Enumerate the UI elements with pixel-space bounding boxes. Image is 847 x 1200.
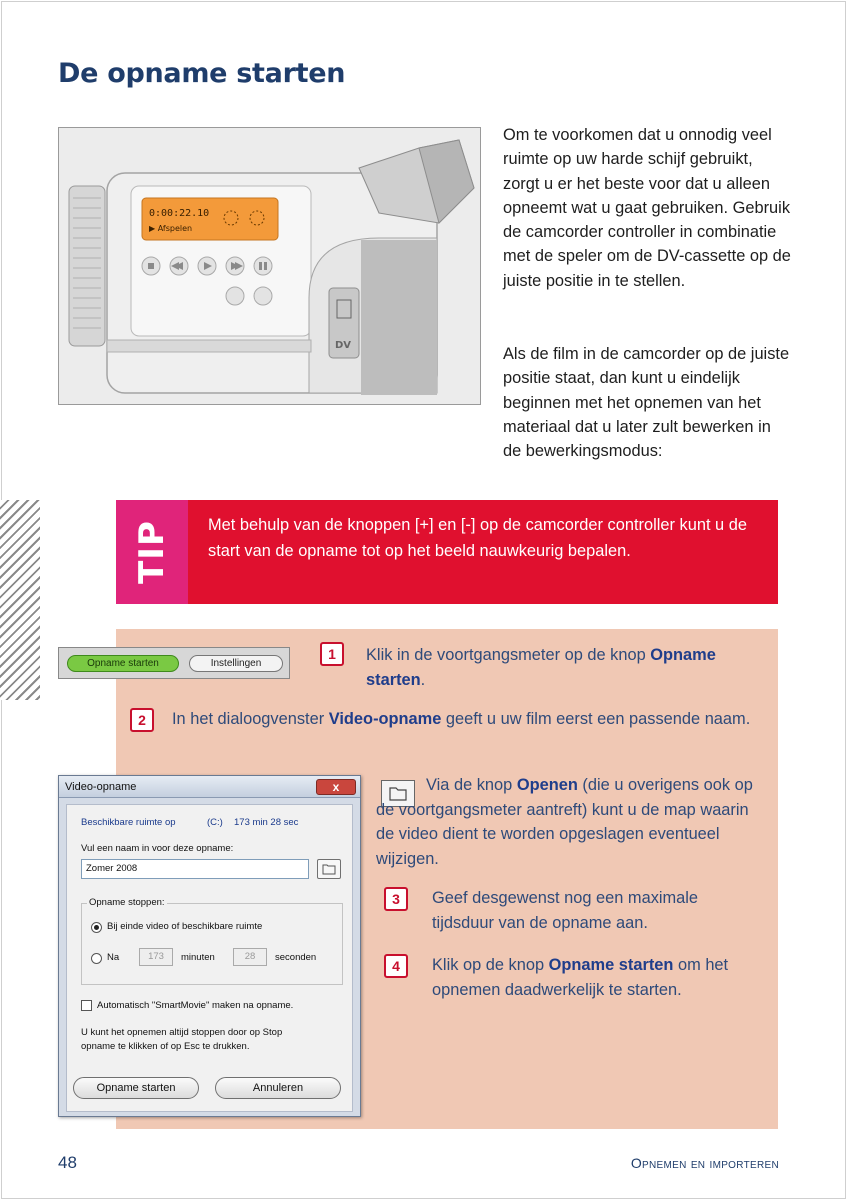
step-3-text: Geef desgewenst nog een maximale tijdsduur van de opname aan. xyxy=(432,889,699,932)
camcorder-illustration xyxy=(58,127,481,405)
radio-end-of-video[interactable] xyxy=(91,922,102,933)
name-prompt: Vul een naam in voor deze opname: xyxy=(81,843,234,854)
chapter-title: Opnemen en importeren xyxy=(630,1155,779,1171)
step-2-text: In het dialoogvenster Video-opname geeft u uw film eerst een passende naam. xyxy=(172,710,751,728)
drive-label: (C:) xyxy=(207,817,223,828)
seconds-input[interactable]: 28 xyxy=(233,948,267,966)
folder-button[interactable] xyxy=(317,859,341,879)
start-recording-button[interactable]: Opname starten xyxy=(73,1077,199,1099)
minutes-input[interactable]: 173 xyxy=(139,948,173,966)
cancel-button[interactable]: Annuleren xyxy=(215,1077,341,1099)
stop-group xyxy=(81,903,343,985)
dialog-title: Video-opname xyxy=(59,776,360,798)
dv-label: DV xyxy=(335,340,352,351)
intro-paragraph-2: Als de film in de camcorder op de juiste positie staat, dan kunt u eindelijk beginnen met het opnemen van het materiaal dat u later zult bewerken in de bewerkingsmodus: xyxy=(503,345,790,461)
space-label: Beschikbare ruimte op xyxy=(81,817,176,828)
tip-box xyxy=(116,500,778,604)
tip-label-block xyxy=(116,500,188,604)
timecode-text: 0:00:22.10 xyxy=(149,208,210,219)
step-number-2: 2 xyxy=(130,708,154,732)
radio-after[interactable] xyxy=(91,953,102,964)
hatch-decoration xyxy=(0,500,40,700)
info-line-2: opname te klikken of op Esc te drukken. xyxy=(81,1041,250,1052)
info-line-1: U kunt het opnemen altijd stoppen door op Stop xyxy=(81,1027,283,1038)
step-4-text: Klik op de knop Opname starten om het opnemen daadwerkelijk te starten. xyxy=(432,956,729,999)
tip-text: Met behulp van de knoppen [+] en [-] op de camcorder controller kunt u de start van de opname tot op het beeld nauwkeurig bepalen. xyxy=(208,516,747,560)
open-note-text: Via de knop Openen (die u overigens ook op de voortgangsmeter aantreft) kunt u de map waarin de video dient te worden opgeslagen eventueel wijzigen. xyxy=(376,776,753,868)
record-button[interactable]: Opname starten xyxy=(67,655,179,672)
tip-label: TIP xyxy=(132,520,172,584)
step-number-1: 1 xyxy=(320,642,344,666)
settings-button[interactable]: Instellingen xyxy=(189,655,283,672)
minutes-label: minuten xyxy=(181,952,215,963)
page-number: 48 xyxy=(58,1153,77,1172)
video-opname-dialog xyxy=(58,775,361,1117)
intro-paragraph-1: Om te voorkomen dat u onnodig veel ruimte op uw harde schijf gebruikt, zorgt u er het beste voor dat u alleen opneemt wat u gaat gebruiken. Gebruik de camcorder controller in combinatie met de speler om de DV-cassette op de juiste positie in te stellen. xyxy=(503,126,791,290)
step-number-4: 4 xyxy=(384,954,408,978)
radio-end-of-video-label: Bij einde video of beschikbare ruimte xyxy=(107,921,263,932)
folder-icon xyxy=(318,860,340,878)
status-text: ▶ Afspelen xyxy=(149,224,193,233)
space-value: 173 min 28 sec xyxy=(234,817,299,828)
progress-bar-screenshot xyxy=(58,647,290,679)
seconds-label: seconden xyxy=(275,952,317,963)
step-number-3: 3 xyxy=(384,887,408,911)
close-button[interactable]: x xyxy=(316,779,356,795)
name-input[interactable]: Zomer 2008 xyxy=(81,859,309,879)
radio-after-label: Na xyxy=(107,952,120,963)
dialog-body xyxy=(66,804,353,1112)
page-title: De opname starten xyxy=(58,58,346,89)
step-1-text: Klik in de voortgangsmeter op de knop Opname starten. xyxy=(366,646,716,689)
stop-group-label: Opname stoppen: xyxy=(89,897,165,908)
smartmovie-checkbox[interactable] xyxy=(81,1000,92,1011)
smartmovie-label: Automatisch "SmartMovie" maken na opname. xyxy=(97,1000,294,1011)
